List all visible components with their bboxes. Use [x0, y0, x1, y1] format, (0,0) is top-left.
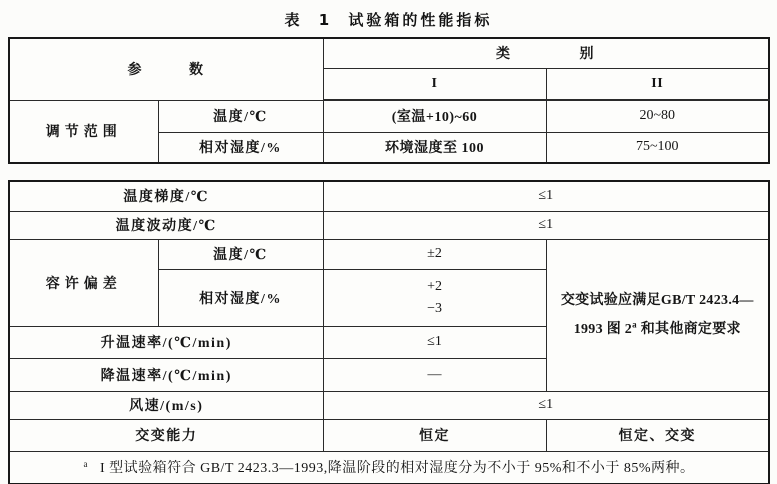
row-temp-gradient — [9, 181, 769, 211]
header-category: 类 别 — [323, 38, 769, 68]
row-temp-fluctuation — [9, 211, 769, 239]
value-adjustment-humidity-class2: 75~100 — [546, 132, 769, 163]
value-adjustment-humidity-class1: 环境湿度至 100 — [323, 132, 546, 163]
value-tolerance-temperature: ±2 — [323, 239, 546, 269]
header-class-1: I — [323, 68, 546, 100]
value-adjustment-temp-class1: (室温+10)~60 — [323, 100, 546, 132]
value-temp-gradient: ≤1 — [323, 181, 769, 211]
row-tolerance-temperature — [9, 239, 769, 269]
note-superscript-a: a — [632, 319, 637, 330]
value-heating-rate: ≤1 — [323, 326, 546, 358]
value-cycling-class2: 恒定、交变 — [546, 419, 769, 451]
row-wind-speed — [9, 391, 769, 419]
note-text-before-sup: 交变试验应满足GB/T 2423.4—1993 图 2 — [560, 293, 754, 337]
performance-table-bottom — [8, 180, 770, 484]
group-adjustment-range: 调节范围 — [9, 100, 158, 163]
footnote — [9, 451, 769, 484]
value-cooling-rate: — — [323, 358, 546, 391]
row-cycling-ability — [9, 419, 769, 451]
group-tolerance: 容许偏差 — [9, 239, 158, 326]
header-row-category — [9, 38, 769, 68]
label-adjustment-humidity: 相对湿度/% — [158, 132, 323, 163]
label-temp-fluctuation: 温度波动度/℃ — [9, 211, 323, 239]
value-cycling-class1: 恒定 — [323, 419, 546, 451]
value-wind-speed: ≤1 — [323, 391, 769, 419]
value-tolerance-humidity-plus: +2 — [427, 278, 442, 294]
label-heating-rate: 升温速率/(℃/min) — [9, 326, 323, 358]
value-adjustment-temp-class2: 20~80 — [546, 100, 769, 132]
label-temp-gradient: 温度梯度/℃ — [9, 181, 323, 211]
label-tolerance-temperature: 温度/℃ — [158, 239, 323, 269]
label-cooling-rate: 降温速率/(℃/min) — [9, 358, 323, 391]
note-text-after-sup: 和其他商定要求 — [636, 322, 741, 337]
label-wind-speed: 风速/(m/s) — [9, 391, 323, 419]
value-tolerance-humidity — [323, 269, 546, 326]
value-temp-fluctuation: ≤1 — [323, 211, 769, 239]
row-adjustment-temperature — [9, 100, 769, 132]
label-tolerance-humidity: 相对湿度/% — [158, 269, 323, 326]
header-parameter: 参 数 — [9, 38, 323, 100]
performance-table-top — [8, 37, 770, 164]
footnote-superscript-a: a — [83, 458, 88, 469]
label-adjustment-temperature: 温度/℃ — [158, 100, 323, 132]
value-tolerance-humidity-minus: −3 — [427, 300, 442, 316]
row-footnote — [9, 451, 769, 484]
footnote-text: I 型试验箱符合 GB/T 2423.3—1993,降温阶段的相对湿度分为不小于 95%和不小于 85%两种。 — [99, 461, 695, 477]
header-class-2: II — [546, 68, 769, 100]
table-title: 表 1 试验箱的性能指标 — [284, 11, 493, 29]
cycling-test-requirement-note — [546, 239, 769, 391]
label-cycling-ability: 交变能力 — [9, 419, 323, 451]
